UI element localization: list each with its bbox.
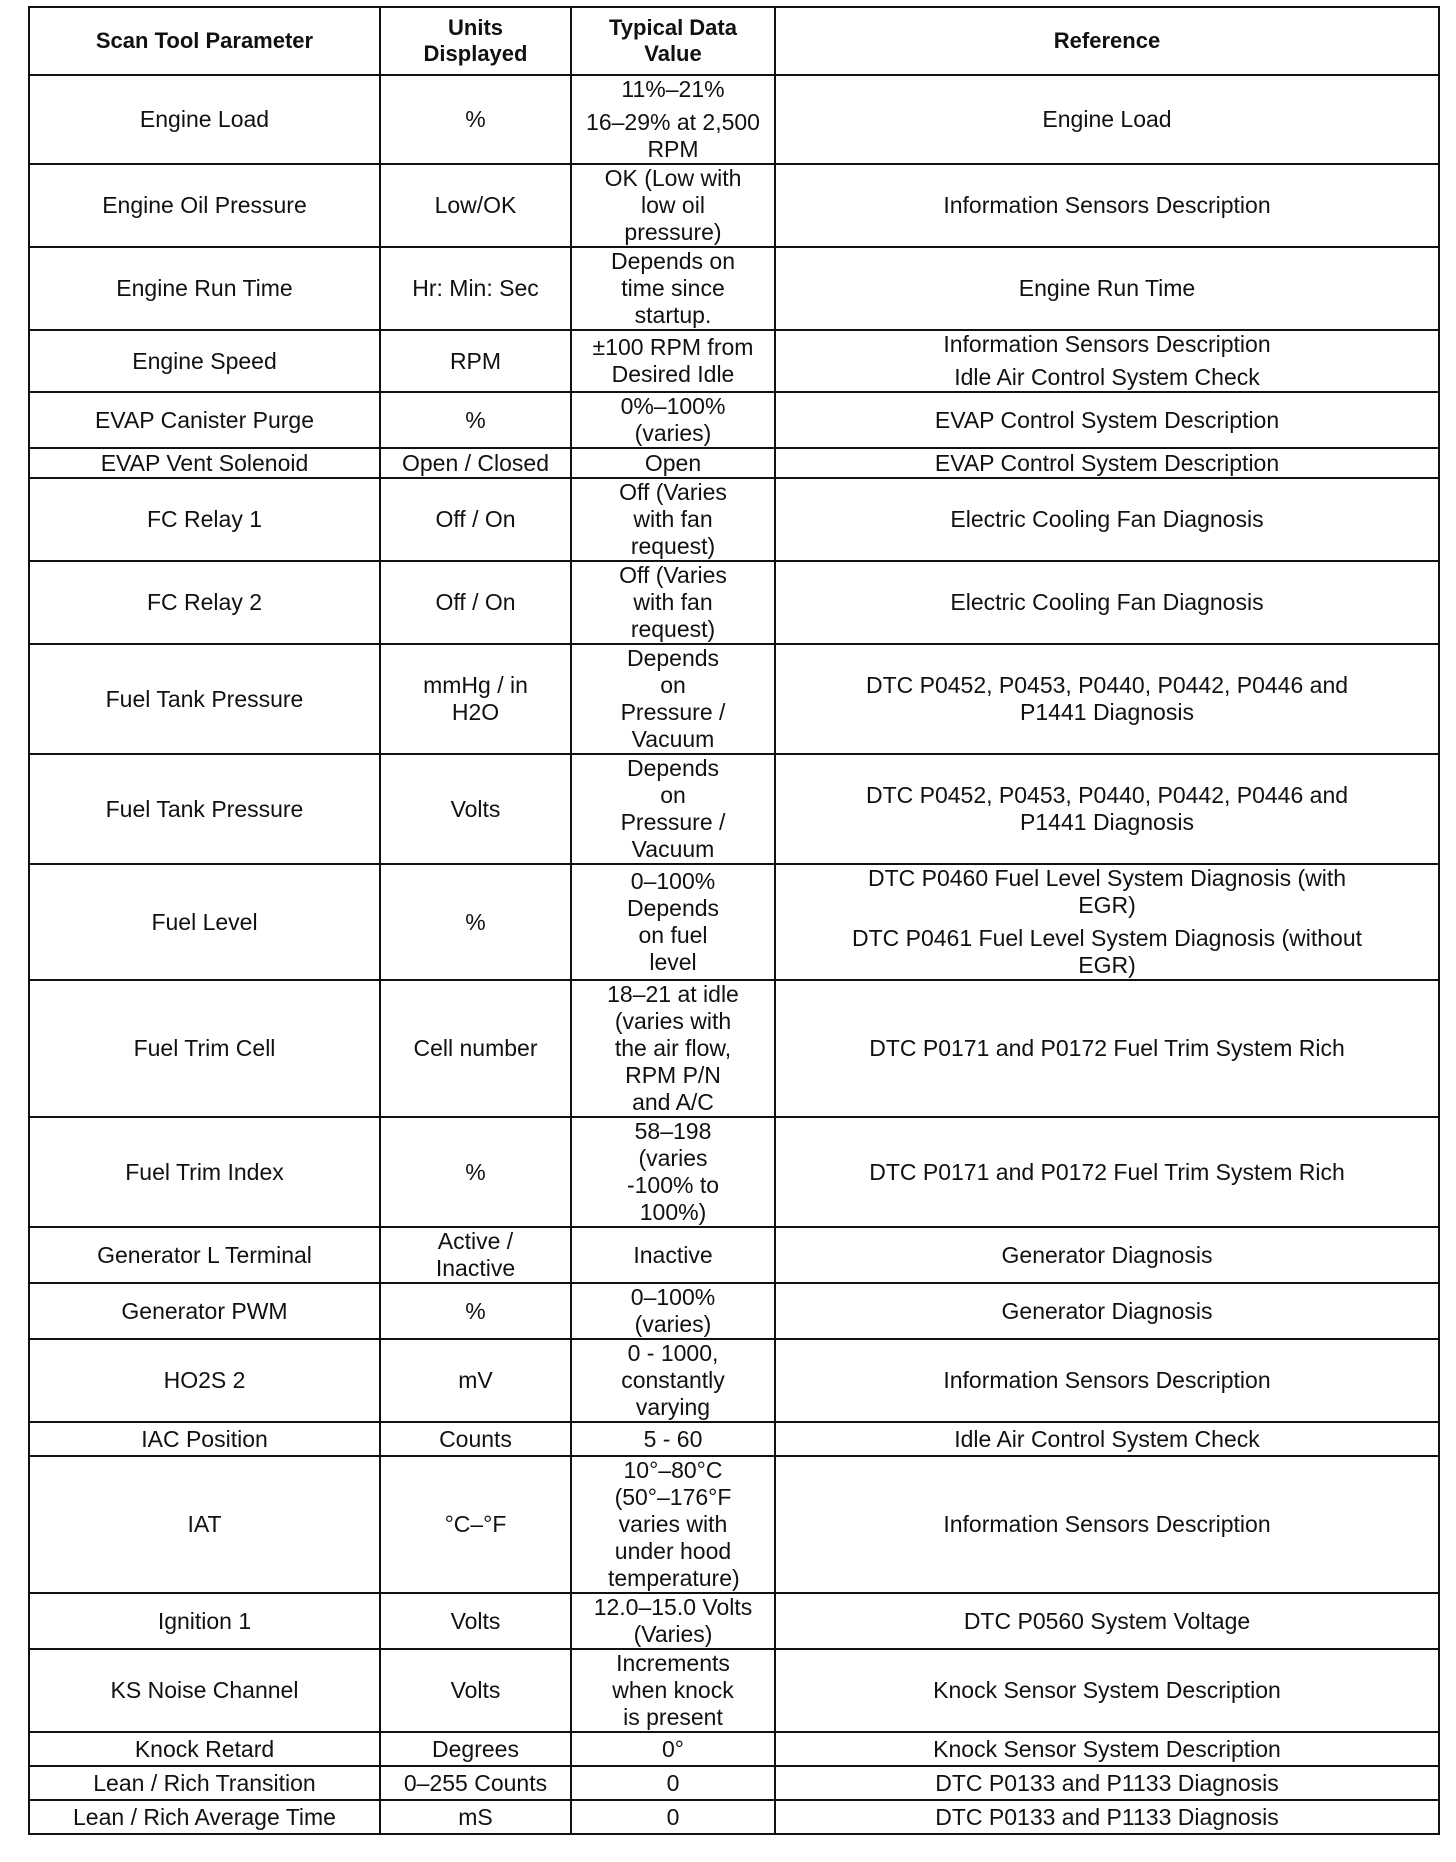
parameter-cell: Fuel Trim Cell <box>29 980 380 1117</box>
units-cell <box>380 330 571 392</box>
units-text: Volts <box>450 1677 501 1703</box>
parameter-cell: Engine Run Time <box>29 247 380 330</box>
units-text: mV <box>458 1367 493 1393</box>
units-text: Hr: Min: Sec <box>412 275 539 301</box>
units-cell <box>380 164 571 247</box>
reference-cell <box>775 164 1439 247</box>
typical-value-cell <box>571 1422 775 1456</box>
typical-value-text: 0 <box>666 1803 680 1830</box>
reference-link: EVAP Control System Description <box>934 406 1280 433</box>
units-text: Off / On <box>435 506 516 532</box>
typical-value-cell <box>571 644 775 754</box>
typical-value-cell <box>571 980 775 1117</box>
reference-cell <box>775 1732 1439 1766</box>
typical-value-text: OK (Low with low oil pressure) <box>604 165 742 245</box>
typical-value-text: 10°–80°C (50°–176°F varies with under hood temperature) <box>608 1457 740 1591</box>
reference-link: Engine Run Time <box>1018 275 1196 301</box>
table-row <box>29 1422 1439 1456</box>
units-text: Low/OK <box>434 192 517 218</box>
parameter-cell: IAT <box>29 1456 380 1593</box>
table-body <box>29 75 1439 1834</box>
typical-value-cell <box>571 1593 775 1649</box>
units-cell <box>380 75 571 164</box>
table-row <box>29 164 1439 247</box>
reference-cell <box>775 980 1439 1117</box>
units-text: RPM <box>449 347 502 374</box>
parameter-cell: Engine Oil Pressure <box>29 164 380 247</box>
scan-tool-data-table-wrapper <box>28 6 1438 1835</box>
header-units-label: Units Displayed <box>423 15 528 66</box>
typical-value-text: Increments when knock is present <box>612 1650 734 1730</box>
units-text: mS <box>458 1803 493 1830</box>
typical-value-text: 0° <box>662 1735 684 1762</box>
typical-value-cell <box>571 1227 775 1283</box>
reference-cell <box>775 478 1439 561</box>
table-row <box>29 1227 1439 1283</box>
parameter-cell: EVAP Vent Solenoid <box>29 448 380 478</box>
table-row <box>29 478 1439 561</box>
typical-value-cell <box>571 1800 775 1834</box>
reference-link: DTC P0560 System Voltage <box>963 1607 1251 1634</box>
table-row <box>29 1456 1439 1593</box>
parameter-cell: Fuel Tank Pressure <box>29 754 380 864</box>
header-parameter: Scan Tool Parameter <box>29 7 380 75</box>
typical-value-cell <box>571 1649 775 1732</box>
reference-link: Information Sensors Description <box>943 331 1271 357</box>
units-text: mmHg / in H2O <box>423 672 528 725</box>
units-cell <box>380 644 571 754</box>
parameter-cell: Ignition 1 <box>29 1593 380 1649</box>
parameter-cell: Engine Load <box>29 75 380 164</box>
typical-value-text: Depends on Pressure / Vacuum <box>620 755 726 862</box>
reference-cell <box>775 1339 1439 1422</box>
typical-value-cell <box>571 1283 775 1339</box>
reference-cell <box>775 864 1439 980</box>
units-cell <box>380 980 571 1117</box>
parameter-cell: Lean / Rich Transition <box>29 1766 380 1800</box>
reference-link: DTC P0133 and P1133 Diagnosis <box>935 1769 1279 1796</box>
units-cell <box>380 1283 571 1339</box>
units-text: % <box>465 908 486 935</box>
reference-link: Information Sensors Description <box>943 1511 1271 1537</box>
parameter-cell: IAC Position <box>29 1422 380 1456</box>
parameter-cell: Fuel Trim Index <box>29 1117 380 1227</box>
units-cell <box>380 1456 571 1593</box>
scan-tool-data-table <box>28 6 1440 1835</box>
units-text: Volts <box>450 1607 501 1634</box>
reference-link: Electric Cooling Fan Diagnosis <box>950 506 1264 532</box>
units-cell <box>380 561 571 644</box>
reference-cell <box>775 392 1439 448</box>
units-text: Cell number <box>413 1035 538 1061</box>
typical-value-text: Depends on time since startup. <box>610 248 736 328</box>
typical-value-text: 12.0–15.0 Volts (Varies) <box>593 1594 753 1647</box>
units-cell <box>380 754 571 864</box>
parameter-cell: Knock Retard <box>29 1732 380 1766</box>
table-row <box>29 1593 1439 1649</box>
typical-value-cell <box>571 864 775 980</box>
units-cell <box>380 1593 571 1649</box>
reference-link: Idle Air Control System Check <box>954 1425 1260 1452</box>
header-typical-label: Typical Data Value <box>609 15 737 66</box>
typical-value-text: Open <box>644 449 702 476</box>
reference-link: DTC P0461 Fuel Level System Diagnosis (without EGR) <box>851 925 1363 978</box>
parameter-cell: HO2S 2 <box>29 1339 380 1422</box>
typical-value-cell <box>571 1456 775 1593</box>
parameter-cell: Fuel Level <box>29 864 380 980</box>
reference-cell <box>775 1283 1439 1339</box>
typical-value-text: 16–29% at 2,500 RPM <box>586 109 760 162</box>
units-cell <box>380 1227 571 1283</box>
reference-link: Idle Air Control System Check <box>954 364 1260 390</box>
typical-value-text: Off (Varies with fan request) <box>619 562 727 642</box>
parameter-cell: KS Noise Channel <box>29 1649 380 1732</box>
table-row <box>29 561 1439 644</box>
typical-value-cell <box>571 164 775 247</box>
typical-value-text: 0–100% (varies) <box>630 1284 716 1337</box>
parameter-cell: Generator L Terminal <box>29 1227 380 1283</box>
units-cell <box>380 1422 571 1456</box>
table-row <box>29 1649 1439 1732</box>
table-row <box>29 1117 1439 1227</box>
reference-link: DTC P0460 Fuel Level System Diagnosis (with EGR) <box>867 865 1347 918</box>
reference-cell <box>775 1766 1439 1800</box>
reference-cell <box>775 561 1439 644</box>
typical-value-text: 18–21 at idle (varies with the air flow, RPM P/N and A/C <box>607 981 739 1115</box>
reference-link: DTC P0133 and P1133 Diagnosis <box>935 1803 1279 1830</box>
typical-value-text: Off (Varies with fan request) <box>619 479 727 559</box>
reference-link: Generator Diagnosis <box>1001 1241 1213 1268</box>
table-header-row <box>29 7 1439 75</box>
parameter-cell: FC Relay 2 <box>29 561 380 644</box>
reference-cell <box>775 754 1439 864</box>
units-text: % <box>465 406 486 433</box>
typical-value-cell <box>571 75 775 164</box>
typical-value-text: 11%–21% <box>621 76 725 102</box>
typical-value-cell <box>571 1117 775 1227</box>
typical-value-text: ±100 RPM from Desired Idle <box>592 334 754 387</box>
table-row <box>29 864 1439 980</box>
units-text: % <box>465 106 486 132</box>
typical-value-cell <box>571 1339 775 1422</box>
typical-value-cell <box>571 478 775 561</box>
units-text: Active / Inactive <box>435 1228 516 1281</box>
table-row <box>29 1339 1439 1422</box>
table-row <box>29 75 1439 164</box>
table-row <box>29 1283 1439 1339</box>
typical-value-cell <box>571 1766 775 1800</box>
reference-link: DTC P0452, P0453, P0440, P0442, P0446 and P1441 Diagnosis <box>865 782 1349 835</box>
reference-cell <box>775 1422 1439 1456</box>
reference-link: Knock Sensor System Description <box>933 1677 1281 1703</box>
table-row <box>29 1766 1439 1800</box>
parameter-cell: FC Relay 1 <box>29 478 380 561</box>
parameter-cell: Lean / Rich Average Time <box>29 1800 380 1834</box>
typical-value-text: 0%–100% (varies) <box>620 393 726 446</box>
units-cell <box>380 1732 571 1766</box>
units-cell <box>380 1800 571 1834</box>
units-cell <box>380 864 571 980</box>
reference-cell <box>775 1649 1439 1732</box>
units-cell <box>380 478 571 561</box>
typical-value-cell <box>571 330 775 392</box>
reference-cell <box>775 644 1439 754</box>
typical-value-text: Depends on Pressure / Vacuum <box>620 645 726 752</box>
table-row <box>29 247 1439 330</box>
table-row <box>29 1800 1439 1834</box>
units-text: Counts <box>439 1425 512 1452</box>
header-typical <box>571 7 775 75</box>
reference-link: Knock Sensor System Description <box>933 1735 1281 1762</box>
reference-cell <box>775 330 1439 392</box>
reference-link: DTC P0452, P0453, P0440, P0442, P0446 and P1441 Diagnosis <box>865 672 1349 725</box>
reference-link: Engine Load <box>1042 106 1172 132</box>
units-text: % <box>465 1158 486 1185</box>
table-row <box>29 980 1439 1117</box>
typical-value-cell <box>571 448 775 478</box>
reference-cell <box>775 75 1439 164</box>
units-text: Open / Closed <box>401 449 550 476</box>
typical-value-cell <box>571 392 775 448</box>
typical-value-cell <box>571 754 775 864</box>
units-cell <box>380 247 571 330</box>
typical-value-text: Inactive <box>633 1241 713 1268</box>
reference-cell <box>775 1800 1439 1834</box>
units-text: Degrees <box>432 1735 519 1762</box>
reference-link: Information Sensors Description <box>943 192 1271 218</box>
reference-cell <box>775 448 1439 478</box>
units-cell <box>380 1649 571 1732</box>
reference-cell <box>775 1593 1439 1649</box>
units-text: °C–°F <box>444 1511 507 1537</box>
header-reference: Reference <box>775 7 1439 75</box>
reference-link: EVAP Control System Description <box>934 449 1280 476</box>
units-text: Off / On <box>435 589 516 615</box>
reference-cell <box>775 1227 1439 1283</box>
parameter-cell: EVAP Canister Purge <box>29 392 380 448</box>
reference-link: Electric Cooling Fan Diagnosis <box>950 589 1264 615</box>
reference-link: DTC P0171 and P0172 Fuel Trim System Rich <box>869 1158 1345 1185</box>
table-row <box>29 330 1439 392</box>
typical-value-text: 0 <box>666 1769 680 1796</box>
units-cell <box>380 1339 571 1422</box>
units-cell <box>380 392 571 448</box>
table-row <box>29 644 1439 754</box>
typical-value-text: 58–198 (varies -100% to 100%) <box>626 1118 720 1225</box>
reference-link: DTC P0171 and P0172 Fuel Trim System Rich <box>869 1035 1345 1061</box>
typical-value-text: 0 - 1000, constantly varying <box>621 1340 725 1420</box>
typical-value-cell <box>571 247 775 330</box>
reference-cell <box>775 247 1439 330</box>
table-row <box>29 1732 1439 1766</box>
typical-value-cell <box>571 1732 775 1766</box>
reference-cell <box>775 1456 1439 1593</box>
table-row <box>29 754 1439 864</box>
typical-value-text: 0–100% Depends on fuel level <box>626 868 720 975</box>
table-row <box>29 392 1439 448</box>
parameter-cell: Generator PWM <box>29 1283 380 1339</box>
units-cell <box>380 448 571 478</box>
reference-link: Information Sensors Description <box>943 1367 1271 1393</box>
reference-cell <box>775 1117 1439 1227</box>
units-text: 0–255 Counts <box>403 1769 548 1796</box>
units-cell <box>380 1117 571 1227</box>
header-units <box>380 7 571 75</box>
units-text: Volts <box>450 795 501 822</box>
units-cell <box>380 1766 571 1800</box>
units-text: % <box>465 1297 486 1324</box>
typical-value-text: 5 - 60 <box>643 1425 703 1452</box>
table-row <box>29 448 1439 478</box>
typical-value-cell <box>571 561 775 644</box>
parameter-cell: Fuel Tank Pressure <box>29 644 380 754</box>
reference-link: Generator Diagnosis <box>1001 1297 1213 1324</box>
parameter-cell: Engine Speed <box>29 330 380 392</box>
